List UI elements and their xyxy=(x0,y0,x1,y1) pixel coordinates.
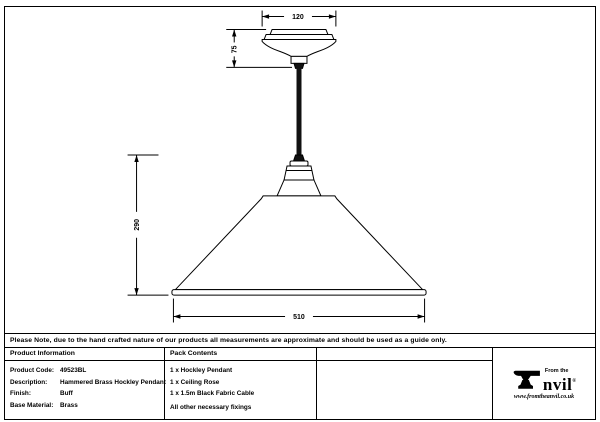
spare-column-header xyxy=(317,348,492,361)
pack-contents-header: Pack Contents xyxy=(165,348,316,361)
product-code-value: 49523BL xyxy=(60,367,87,374)
dim-label-pendant-height: 290 xyxy=(134,218,142,231)
from-the-anvil-logo xyxy=(512,368,576,400)
pack-item: 1 x Hockley Pendant xyxy=(170,367,233,374)
pendant-drawing xyxy=(5,7,595,333)
dim-label-rose-height: 75 xyxy=(231,45,239,54)
logo-website: www.fromtheanvil.co.uk xyxy=(513,393,575,400)
product-info-rows xyxy=(10,367,166,409)
logo-tagline: From the xyxy=(544,367,569,374)
spec-table xyxy=(5,348,595,419)
ceiling-rose xyxy=(262,29,336,63)
pack-item: 1 x 1.5m Black Fabric Cable xyxy=(170,390,255,397)
brand-column xyxy=(493,348,595,419)
description-label: Description: xyxy=(10,378,48,386)
logo-brand-name xyxy=(543,374,576,392)
lamp-holder xyxy=(277,161,321,196)
base-material-label: Base Material: xyxy=(10,401,54,409)
pack-contents-column xyxy=(165,348,317,419)
page-frame xyxy=(4,6,596,420)
description-value: Hammered Brass Hockley Pendant xyxy=(60,378,166,386)
pack-item: 1 x Ceiling Rose xyxy=(170,378,220,386)
pack-footer-note: All other necessary fixings xyxy=(170,404,252,411)
shade-cone xyxy=(172,196,426,295)
technical-drawing-area xyxy=(5,7,595,333)
spare-column xyxy=(317,348,493,419)
fabric-cable xyxy=(294,63,305,161)
product-code-label: Product Code: xyxy=(10,367,55,374)
dim-label-rose-width: 120 xyxy=(292,14,304,22)
note-text: Please Note, due to the hand crafted nature of our products all measurements are approximate and should be used as a guide only. xyxy=(10,337,447,344)
approximation-note xyxy=(5,333,595,348)
anvil-icon xyxy=(512,368,542,392)
dim-label-shade-width: 510 xyxy=(293,313,305,321)
finish-value: Buff xyxy=(60,390,73,397)
product-info-header: Product Information xyxy=(5,348,164,361)
product-info-column xyxy=(5,348,165,419)
registered-trademark-symbol: ® xyxy=(572,378,577,384)
shade-rim xyxy=(172,290,426,295)
finish-label: Finish: xyxy=(10,390,31,397)
base-material-value: Brass xyxy=(60,401,78,409)
logo-brand-text: nvil xyxy=(542,374,573,394)
